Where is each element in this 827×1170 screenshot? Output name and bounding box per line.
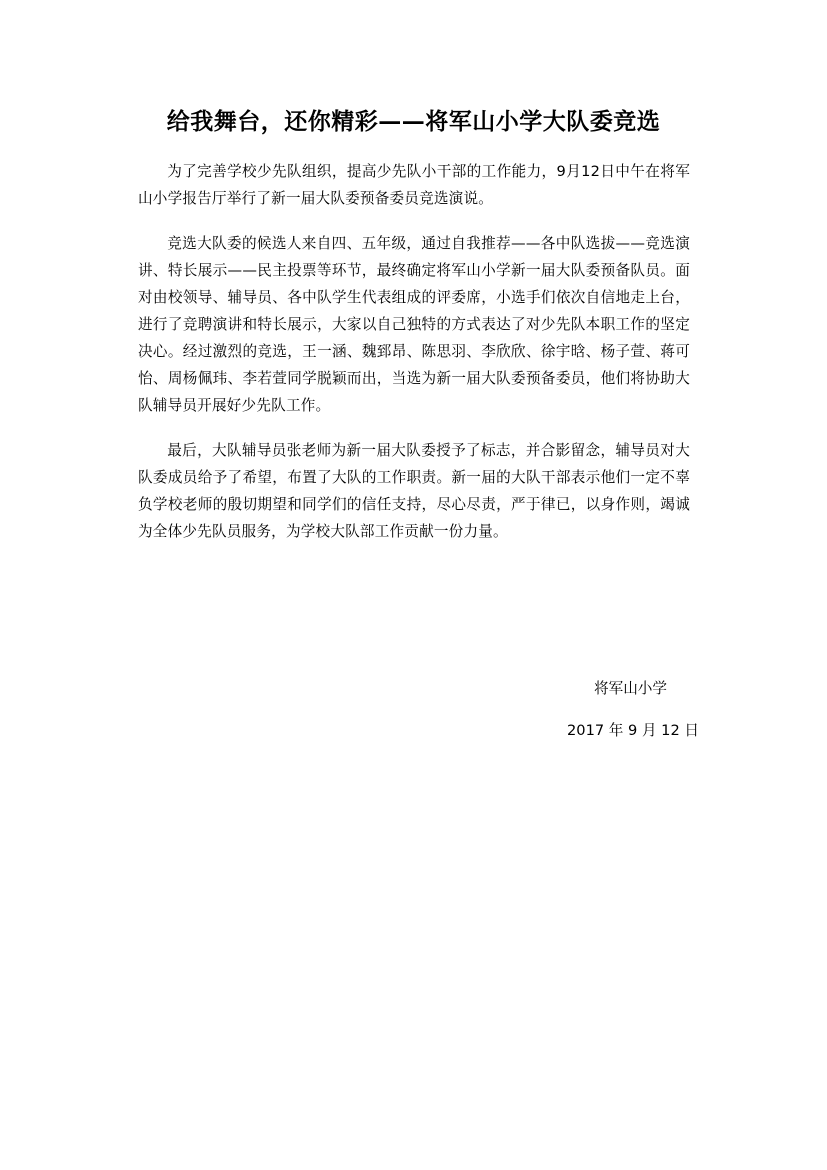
signature: 将军山小学 (594, 680, 667, 697)
document-title: 给我舞台，还你精彩——将军山小学大队委竞选 (166, 108, 661, 135)
paragraph-election-process: 竞选大队委的候选人来自四、五年级，通过自我推荐——各中队选拔——竞选演讲、特长展示——民主投票等环节，最终确定将军山小学新一届大队委预备队员。面对由校领导、辅导员、各中队学生代表组成的评委席，小选手们依次自信地走上台，进行了竞聘演讲和特长展示，大家以自己独特的方式表达了对少先队本职工作的坚定决心。经过激烈的竞选，王一涵、魏郅昂、陈思羽、李欣欣、徐宇晗、杨子萱、蒋可怡、周杨佩玮、李若萱同学脱颖而出，当选为新一届大队委预备委员，他们将协助大队辅导员开展好少先队工作。 (138, 235, 690, 414)
document-body (138, 158, 690, 563)
paragraph-intro: 为了完善学校少先队组织，提高少先队小干部的工作能力，9月12日中午在将军山小学报告厅举行了新一届大队委预备委员竞选演说。 (138, 163, 690, 207)
signature-date: 2017 年 9 月 12 日 (567, 722, 699, 739)
paragraph-conclusion: 最后，大队辅导员张老师为新一届大队委授予了标志，并合影留念，辅导员对大队委成员给予了希望，布置了大队的工作职责。新一届的大队干部表示他们一定不辜负学校老师的殷切期望和同学们的信任支持，尽心尽责，严于律已，以身作则，竭诚为全体少先队员服务，为学校大队部工作贡献一份力量。 (138, 442, 690, 540)
